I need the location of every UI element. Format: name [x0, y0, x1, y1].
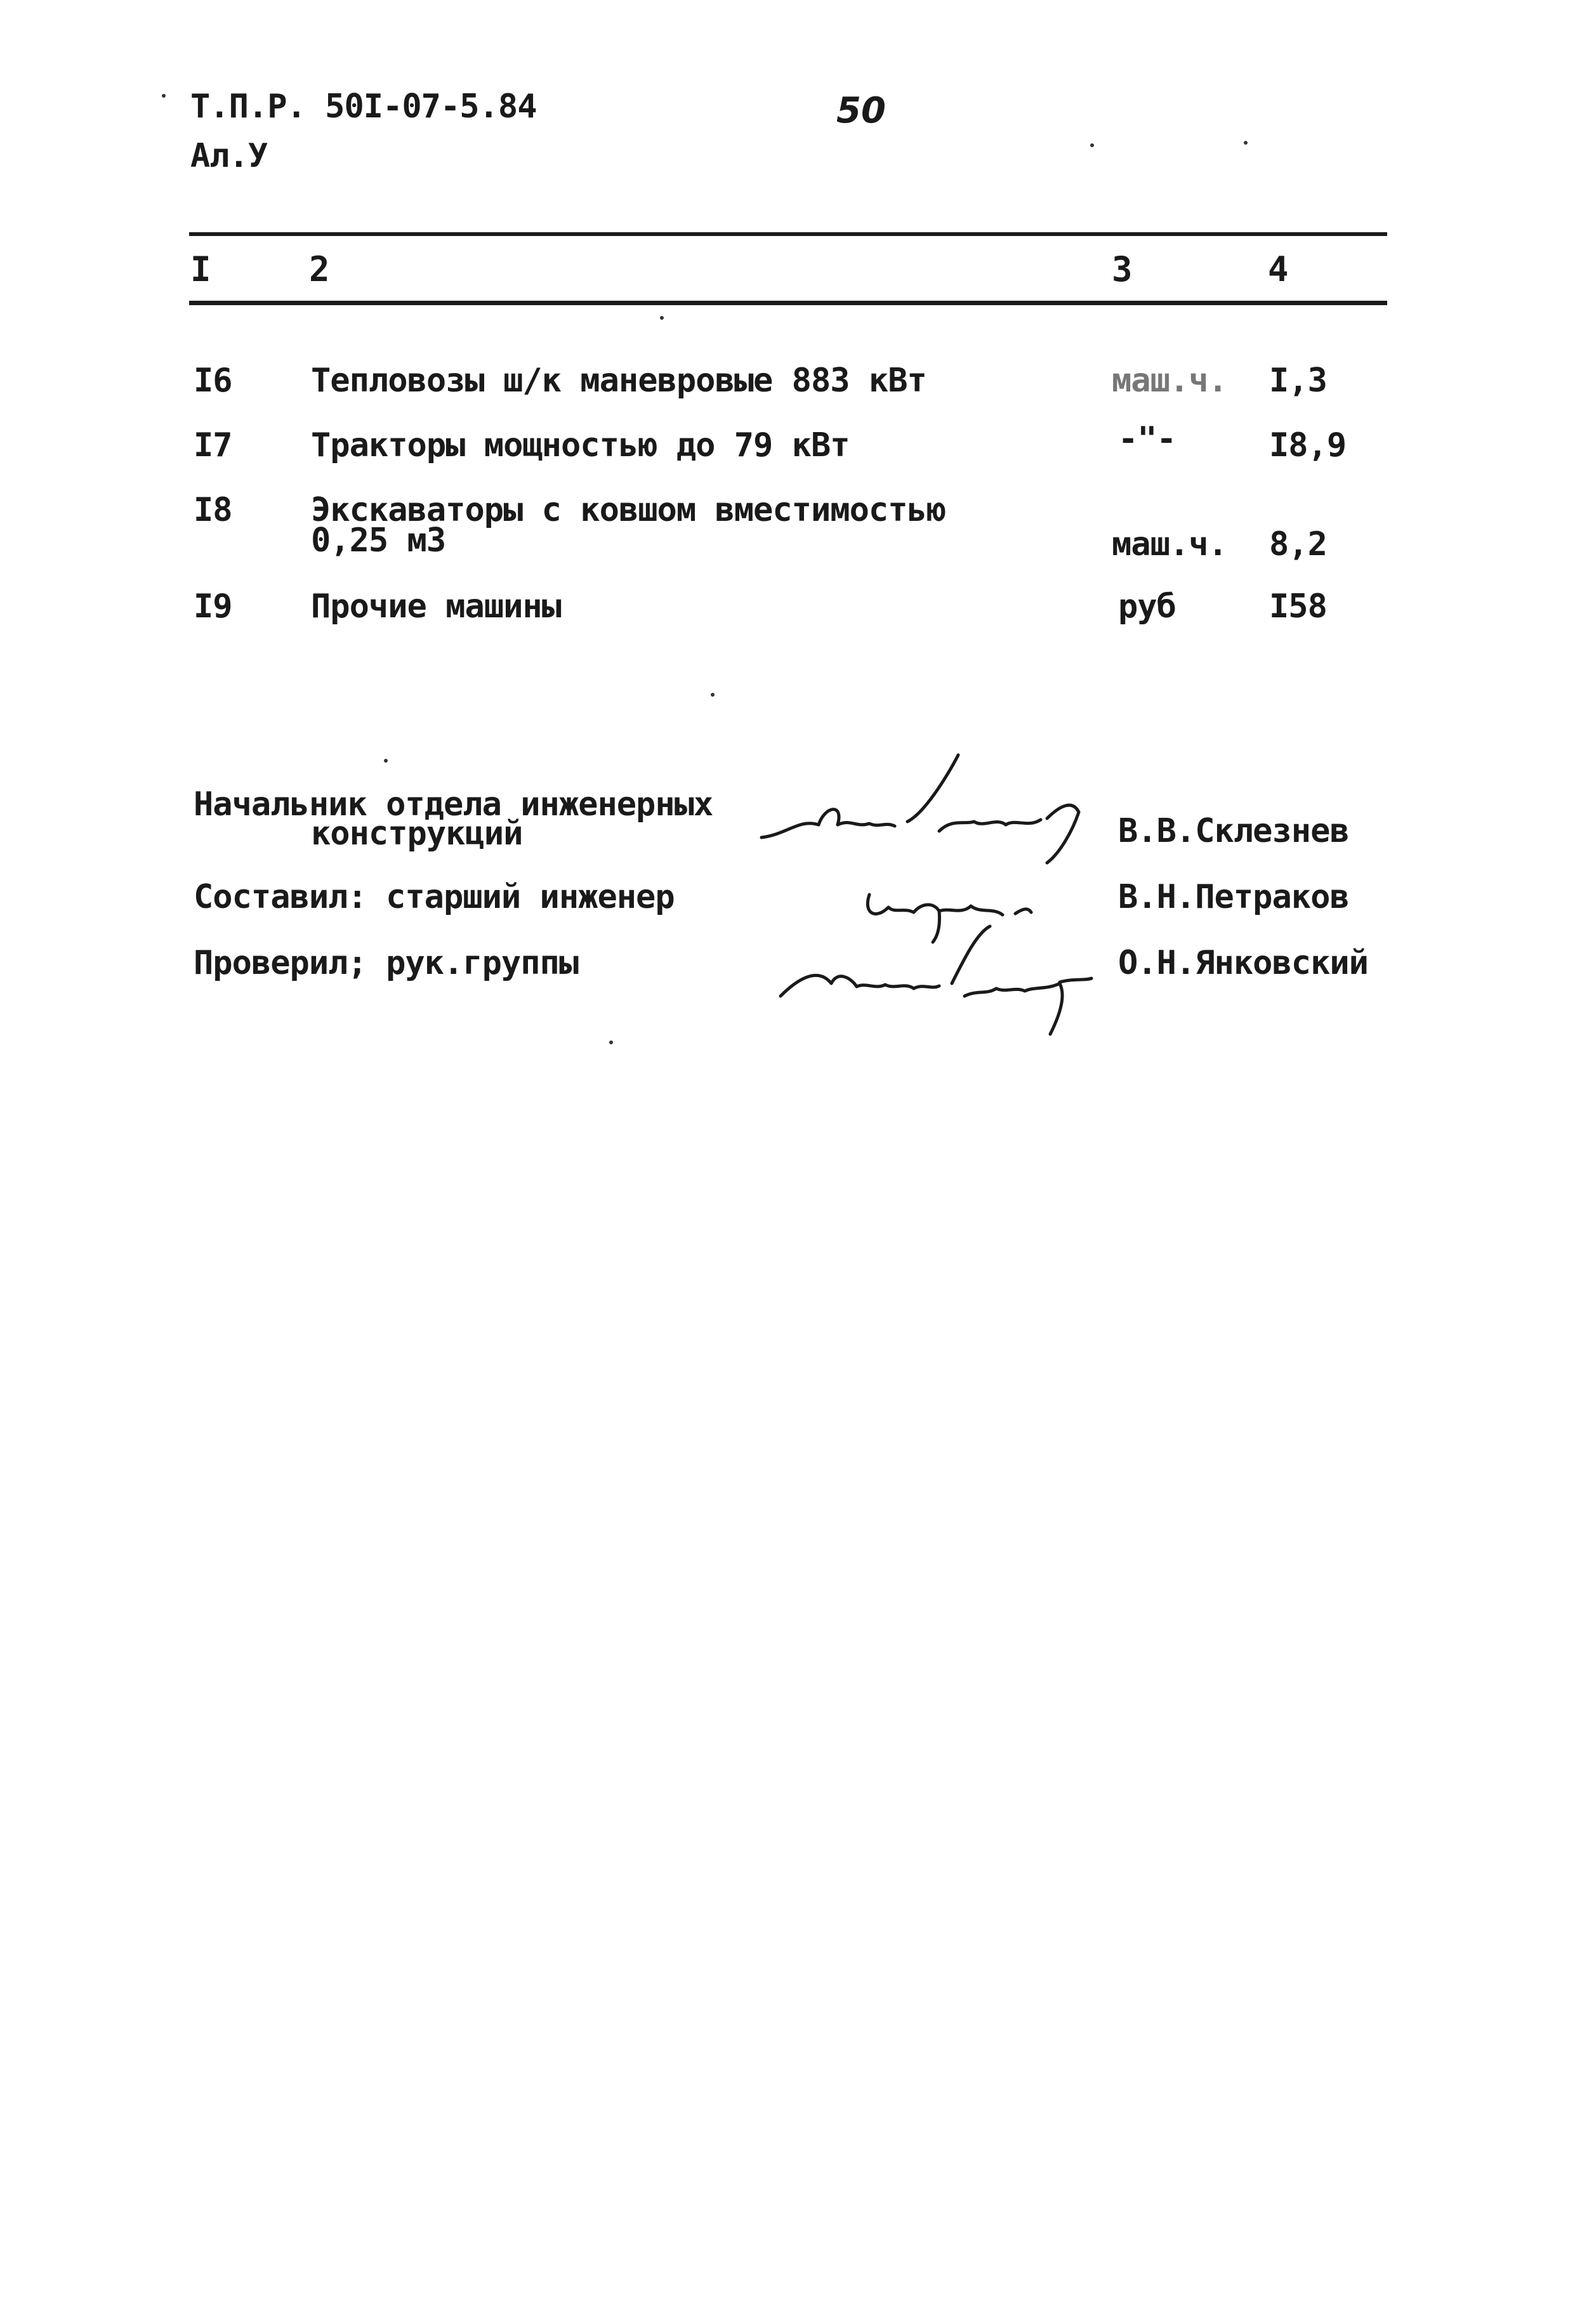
signer-name: В.В.Склезнев: [1118, 812, 1349, 850]
row-name: Прочие машины: [311, 588, 561, 626]
scan-speck: [711, 693, 715, 697]
row-number: I6: [194, 362, 232, 400]
column-header-4: 4: [1268, 249, 1289, 289]
scan-speck: [162, 94, 166, 98]
signer-name: О.Н.Янковский: [1118, 944, 1368, 982]
column-header-2: 2: [309, 249, 330, 289]
row-number: I9: [194, 588, 232, 626]
scan-speck: [1090, 143, 1094, 147]
scan-speck: [1244, 141, 1248, 145]
row-value: I,3: [1269, 362, 1327, 400]
handwritten-signature-1: [749, 742, 1104, 869]
scan-speck: [384, 759, 388, 763]
scan-speck: [609, 1041, 613, 1044]
row-name: Тепловозы ш/к маневровые 883 кВт: [311, 362, 926, 400]
column-header-1: I: [190, 249, 211, 289]
album-label: Ал.У: [190, 137, 268, 175]
row-unit: -"-: [1118, 420, 1176, 458]
column-header-3: 3: [1112, 249, 1133, 289]
signer-name: В.Н.Петраков: [1118, 878, 1349, 916]
signer-role: Начальник отдела инженерных: [194, 785, 713, 824]
table-top-rule: [189, 232, 1387, 236]
handwritten-signature-3: [761, 907, 1117, 1047]
row-name: Тракторы мощностью до 79 кВт: [311, 426, 850, 464]
row-unit: руб: [1118, 588, 1176, 626]
row-value: I8,9: [1269, 426, 1347, 464]
table-header-rule: [189, 301, 1387, 305]
row-number: I7: [194, 426, 232, 464]
row-name: Экскаваторы с ковшом вместимостью: [311, 491, 946, 529]
signer-role: Проверил; рук.группы: [194, 944, 579, 982]
row-value: I58: [1269, 588, 1327, 626]
document-code: Т.П.Р. 50I-07-5.84: [190, 88, 537, 126]
signer-role-continuation: конструкций: [311, 815, 523, 853]
row-number: I8: [194, 491, 232, 529]
signer-role: Составил: старший инженер: [194, 878, 675, 916]
row-value: 8,2: [1269, 525, 1327, 563]
scan-speck: [660, 316, 664, 320]
row-unit: маш.ч.: [1112, 525, 1227, 563]
row-unit: маш.ч.: [1112, 362, 1227, 400]
row-name-continuation: 0,25 м3: [311, 522, 446, 560]
page-number: 50: [836, 90, 886, 131]
